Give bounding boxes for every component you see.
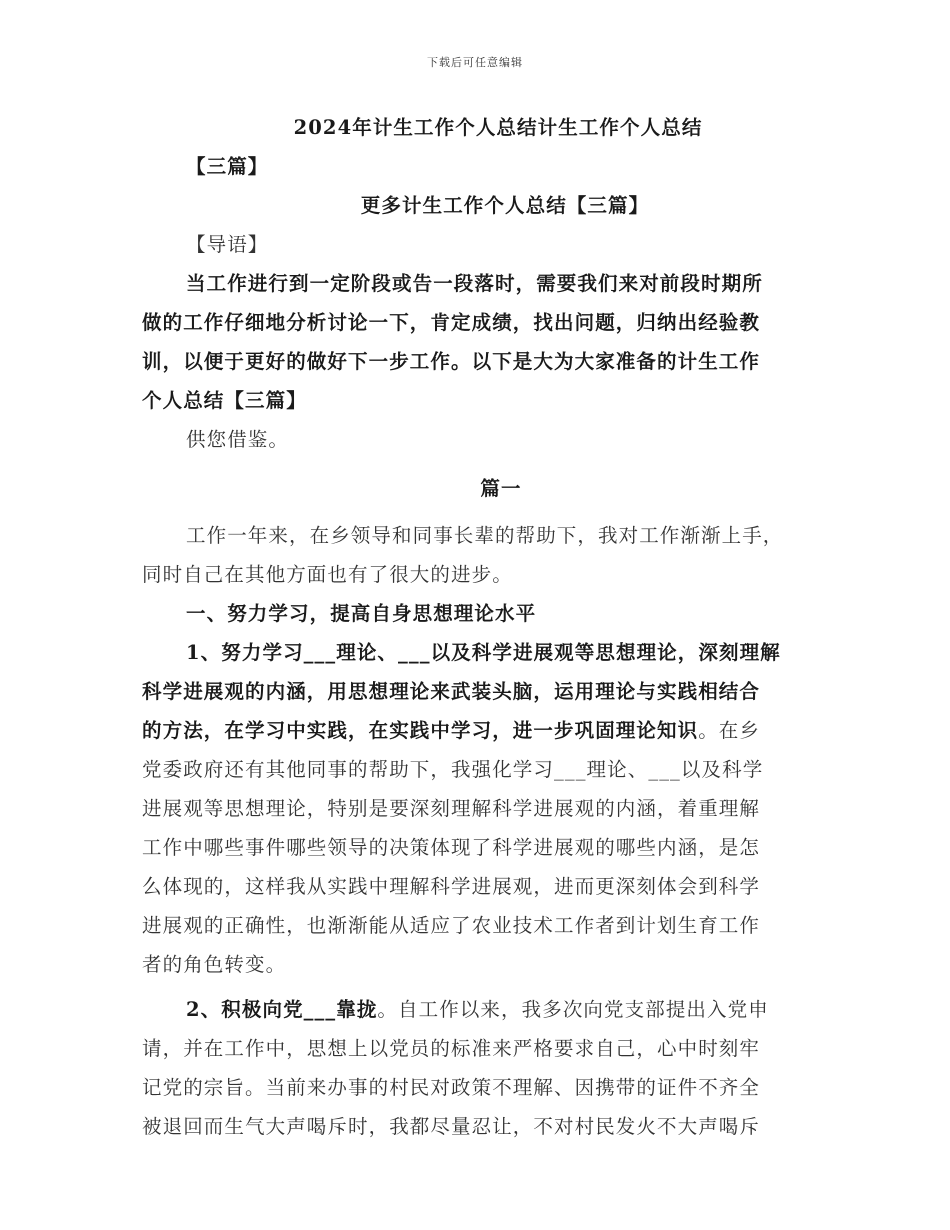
item1-tail-segment: 。在乡: [698, 719, 761, 742]
item1-line: 者的角色转变。: [142, 953, 287, 976]
document-title-continued: 【三篇】: [186, 155, 269, 178]
item1-line: 进展观的正确性，也渐渐能从适应了农业技术工作者到计划生育工作: [142, 914, 761, 937]
item1-line: 进展观等思想理论，特别是要深刻理解科学进展观的内涵，着重理解: [142, 797, 761, 820]
document-title: 2024年计生工作个人总结计生工作个人总结: [293, 116, 703, 139]
item2-bold-segment: 2、积极向党___靠拢: [186, 998, 378, 1021]
intro-line: 个人总结【三篇】: [142, 389, 307, 412]
intro-line: 当工作进行到一定阶段或告一段落时，需要我们来对前段时期所: [186, 272, 763, 295]
section-title: 篇一: [480, 477, 522, 500]
item2-line: 记党的宗旨。当前来办事的村民对政策不理解、因携带的证件不齐全: [142, 1076, 761, 1099]
intro-line: 做的工作仔细地分析讨论一下，肯定成绩，找出问题，归纳出经验教: [142, 311, 761, 334]
intro-tail: 供您借鉴。: [186, 428, 290, 451]
item1-bold-segment: 的方法，在学习中实践，在实践中学习，进一步巩固理论知识: [142, 719, 699, 742]
item2-tail-segment: 。自工作以来，我多次向党支部提出入党申: [377, 998, 769, 1021]
item2-first-line: [142, 990, 808, 1029]
item2-line: 请，并在工作中，思想上以党员的标准来严格要求自己，心中时刻牢: [142, 1037, 761, 1060]
intro-line: 训，以便于更好的做好下一步工作。以下是大为大家准备的计生工作: [142, 350, 761, 373]
item1-line: 党委政府还有其他同事的帮助下，我强化学习___理论、___以及科学: [142, 758, 764, 781]
heading-1: 一、努力学习，提高自身思想理论水平: [186, 602, 537, 625]
item1-line: 工作中哪些事件哪些领导的决策体现了科学进展观的哪些内涵，是怎: [142, 836, 761, 859]
item1-line: 么体现的，这样我从实践中理解科学进展观，进而更深刻体会到科学: [142, 875, 761, 898]
page-header-note: 下载后可任意编辑: [427, 56, 523, 69]
item1-mixed-line: [142, 711, 808, 750]
intro-label: 【导语】: [186, 233, 269, 256]
document-subtitle: 更多计生工作个人总结【三篇】: [360, 194, 650, 217]
item2-line: 被退回而生气大声喝斥时，我都尽量忍让，不对村民发火不大声喝斥: [142, 1115, 761, 1138]
item1-bold-line: 科学进展观的内涵，用思想理论来武装头脑，运用理论与实践相结合: [142, 680, 761, 703]
paragraph-line: 同时自己在其他方面也有了很大的进步。: [142, 563, 513, 586]
item1-bold-line: 1、努力学习___理论、___以及科学进展观等思想理论，深刻理解: [186, 641, 781, 664]
paragraph-line: 工作一年来，在乡领导和同事长辈的帮助下，我对工作渐渐上手，: [186, 524, 784, 547]
document-body: [142, 108, 808, 1146]
